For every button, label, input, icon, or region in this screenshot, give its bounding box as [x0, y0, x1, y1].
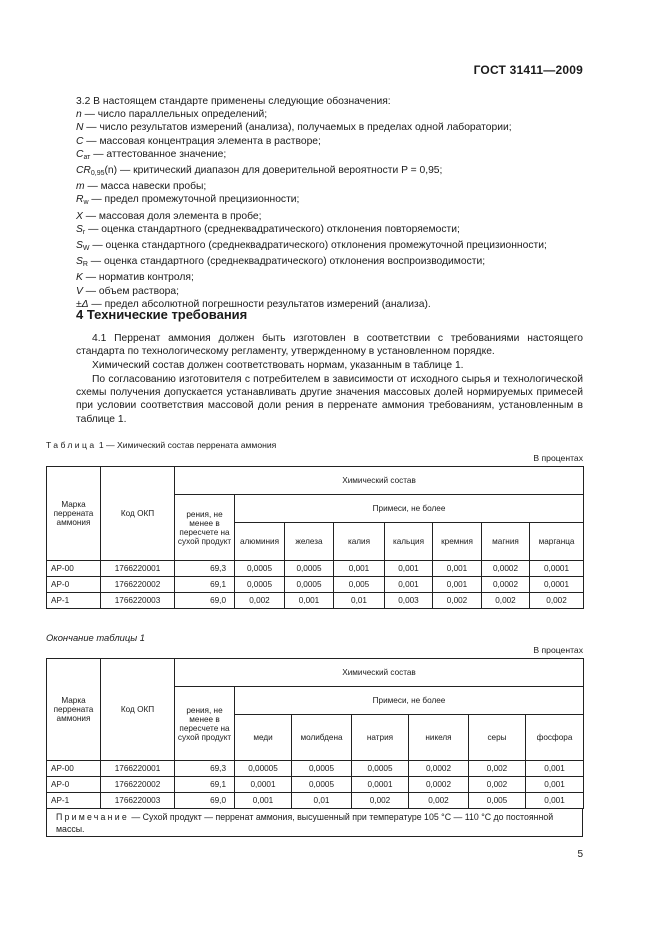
cell-value: 0,005 — [334, 577, 385, 593]
impurity-column-header: молибдена — [292, 715, 352, 761]
cell-mark: АР-00 — [47, 561, 101, 577]
cell-value: 0,0002 — [482, 577, 530, 593]
cell-rhenium: 69,3 — [175, 761, 235, 777]
cell-mark: АР-0 — [47, 777, 101, 793]
cell-rhenium: 69,0 — [175, 593, 235, 609]
cell-value: 0,0005 — [235, 577, 285, 593]
cell-value: 0,001 — [334, 561, 385, 577]
composition-table-part2 — [46, 658, 584, 809]
cell-value: 0,0002 — [409, 777, 469, 793]
definition-item: N — число результатов измерений (анализа), получаемых в пределах одной лаборатории; — [76, 122, 512, 134]
cell-value: 0,001 — [526, 761, 584, 777]
cell-value: 0,002 — [482, 593, 530, 609]
header-chem: Химический состав — [175, 467, 584, 495]
cell-value: 0,0001 — [352, 777, 409, 793]
header-okp: Код ОКП — [101, 467, 175, 561]
definition-item: ±Δ — предел абсолютной погрешности результатов измерений (анализа). — [76, 298, 431, 310]
page-number: 5 — [577, 849, 583, 860]
cell-okp: 1766220001 — [101, 561, 175, 577]
cell-rhenium: 69,1 — [175, 577, 235, 593]
definition-item: K — норматив контроля; — [76, 272, 194, 284]
cell-value: 0,001 — [235, 793, 292, 809]
cell-rhenium: 69,0 — [175, 793, 235, 809]
header-rhenium: рения, не менее в пересчете на сухой продукт — [175, 495, 235, 561]
table-note: Примечание — Сухой продукт — перренат аммония, высушенный при температуре 105 °С — 110 °С до постоянной массы. — [56, 812, 554, 834]
definition-item: C — массовая концентрация элемента в растворе; — [76, 135, 321, 147]
header-mark: Марка перрената аммония — [47, 659, 101, 761]
cell-value: 0,01 — [292, 793, 352, 809]
header-mark: Марка перрената аммония — [47, 467, 101, 561]
cell-value: 0,0005 — [352, 761, 409, 777]
cell-value: 0,001 — [385, 577, 433, 593]
table-continuation-title: Окончание таблицы 1 — [46, 632, 145, 643]
header-rhenium: рения, не менее в пересчете на сухой продукт — [175, 687, 235, 761]
cell-value: 0,001 — [526, 777, 584, 793]
definition-item: $S_r$ — оценка стандартного (среднеквадратического) отклонения повторяемости; — [76, 223, 460, 236]
table-row — [47, 561, 584, 577]
paragraph-agreement: По согласованию изготовителя с потребителем в зависимости от исходного сырья и технологической схемы получения допускается устанавливать другие значения массовых долей нормируемых примесей при условии соответствия массовой доли рения в перренате аммония требованиям, установленным в таблице 1. — [76, 374, 583, 425]
definition-item: $C_{ат}$ — аттестованное значение; — [76, 148, 227, 161]
cell-value: 0,01 — [334, 593, 385, 609]
cell-value: 0,002 — [409, 793, 469, 809]
cell-value: 0,0005 — [235, 561, 285, 577]
impurity-column-header: серы — [469, 715, 526, 761]
cell-okp: 1766220002 — [101, 777, 175, 793]
table-units-2: В процентах — [533, 645, 583, 655]
table-row — [47, 577, 584, 593]
definition-item: $S_W$ — оценка стандартного (среднеквадратического) отклонения промежуточной прецизионности; — [76, 240, 547, 253]
definitions-intro: 3.2 В настоящем стандарте применены следующие обозначения: — [76, 96, 391, 107]
cell-value: 0,0005 — [285, 577, 334, 593]
cell-value: 0,001 — [433, 577, 482, 593]
impurity-column-header: алюминия — [235, 523, 285, 561]
impurity-column-header: кремния — [433, 523, 482, 561]
header-impurities: Примеси, не более — [235, 495, 584, 523]
header-impurities: Примеси, не более — [235, 687, 584, 715]
cell-value: 0,002 — [530, 593, 584, 609]
cell-value: 0,001 — [285, 593, 334, 609]
definition-item: m — масса навески пробы; — [76, 181, 207, 193]
cell-okp: 1766220001 — [101, 761, 175, 777]
cell-mark: АР-00 — [47, 761, 101, 777]
definition-item: $R_w$ — предел промежуточной прецизионности; — [76, 194, 300, 207]
cell-value: 0,0001 — [235, 777, 292, 793]
cell-rhenium: 69,1 — [175, 777, 235, 793]
cell-value: 0,003 — [385, 593, 433, 609]
cell-value: 0,0001 — [530, 577, 584, 593]
cell-value: 0,002 — [235, 593, 285, 609]
cell-value: 0,001 — [526, 793, 584, 809]
definition-item: V — объем раствора; — [76, 285, 179, 297]
cell-value: 0,001 — [385, 561, 433, 577]
cell-mark: АР-1 — [47, 593, 101, 609]
impurity-column-header: натрия — [352, 715, 409, 761]
definition-item: $S_R$ — оценка стандартного (среднеквадратического) отклонения воспроизводимости; — [76, 256, 486, 269]
table-row — [47, 793, 584, 809]
cell-mark: АР-0 — [47, 577, 101, 593]
cell-value: 0,0005 — [285, 561, 334, 577]
definition-item: $CR_{0,95}(n)$ — критический диапазон для доверительной вероятности P = 0,95; — [76, 165, 443, 178]
cell-value: 0,001 — [433, 561, 482, 577]
table-row — [47, 777, 584, 793]
definition-item: X — массовая доля элемента в пробе; — [76, 210, 262, 222]
header-okp: Код ОКП — [101, 659, 175, 761]
table-units: В процентах — [533, 453, 583, 463]
composition-table-part1 — [46, 466, 584, 609]
cell-value: 0,0002 — [482, 561, 530, 577]
table-row — [47, 761, 584, 777]
cell-value: 0,002 — [469, 777, 526, 793]
cell-value: 0,0001 — [530, 561, 584, 577]
cell-value: 0,005 — [469, 793, 526, 809]
cell-value: 0,002 — [352, 793, 409, 809]
cell-value: 0,0002 — [409, 761, 469, 777]
definitions-list — [76, 95, 547, 311]
table-row — [47, 593, 584, 609]
cell-rhenium: 69,3 — [175, 561, 235, 577]
impurity-column-header: фосфора — [526, 715, 584, 761]
cell-value: 0,00005 — [235, 761, 292, 777]
paragraph-4-1: 4.1 Перренат аммония должен быть изготовлен в соответствии с требованиями настоящего стандарта по технологическому регламенту, утвержденному в установленном порядке. — [76, 333, 583, 358]
section-title: 4 Технические требования — [76, 307, 248, 322]
table-caption: Таблица 1 — Химический состав перрената аммония — [46, 440, 277, 450]
impurity-column-header: кальция — [385, 523, 433, 561]
document-header: ГОСТ 31411—2009 — [473, 63, 583, 77]
cell-mark: АР-1 — [47, 793, 101, 809]
cell-okp: 1766220003 — [101, 593, 175, 609]
cell-value: 0,002 — [433, 593, 482, 609]
impurity-column-header: марганца — [530, 523, 584, 561]
paragraph-composition: Химический состав должен соответствовать нормам, указанным в таблице 1. — [92, 360, 464, 371]
impurity-column-header: меди — [235, 715, 292, 761]
cell-value: 0,002 — [469, 761, 526, 777]
impurity-column-header: калия — [334, 523, 385, 561]
cell-okp: 1766220003 — [101, 793, 175, 809]
impurity-column-header: железа — [285, 523, 334, 561]
cell-value: 0,0005 — [292, 777, 352, 793]
impurity-column-header: магния — [482, 523, 530, 561]
cell-value: 0,0005 — [292, 761, 352, 777]
impurity-column-header: никеля — [409, 715, 469, 761]
definition-item: n — число параллельных определений; — [76, 109, 268, 121]
header-chem: Химический состав — [175, 659, 584, 687]
cell-okp: 1766220002 — [101, 577, 175, 593]
